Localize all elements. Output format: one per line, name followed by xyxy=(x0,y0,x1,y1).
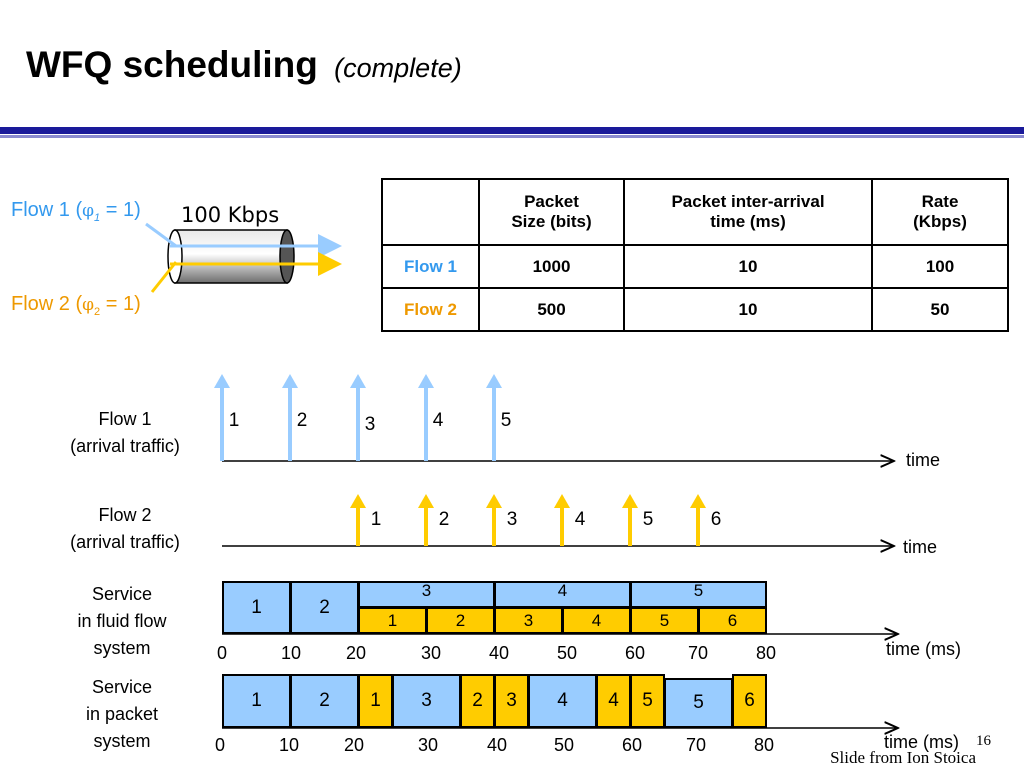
fluid-shared-block-flow1: 4 xyxy=(494,581,631,608)
fluid-service-label xyxy=(47,581,197,662)
fluid-tick-label: 0 xyxy=(216,643,227,663)
packet-block-flow1: 3 xyxy=(392,674,461,728)
fluid-shared-block-flow1: 3 xyxy=(358,581,495,608)
packet-tick-label: 70 xyxy=(685,735,707,755)
fluid-tick-label: 60 xyxy=(624,643,646,663)
flow1-arrival-arrow-head xyxy=(486,374,502,388)
flow2-packet-number: 3 xyxy=(506,509,518,530)
flow2-packet-number: 5 xyxy=(642,509,654,530)
label-line: Service xyxy=(91,677,153,697)
header-line: (Kbps) xyxy=(913,212,967,231)
phi-symbol: φ xyxy=(82,201,95,221)
flow1-arrival-arrow-head xyxy=(350,374,366,388)
packet-block-flow2: 4 xyxy=(596,674,631,728)
label-line: Flow 1 xyxy=(98,409,152,429)
table-header-empty xyxy=(382,179,479,245)
flow1-arrival-arrow-head xyxy=(418,374,434,388)
flow2-arrival-arrow-head xyxy=(690,494,706,508)
flow2-arrival-arrow-head xyxy=(622,494,638,508)
table-cell-size: 500 xyxy=(479,288,624,331)
fluid-tick-label: 50 xyxy=(556,643,578,663)
fluid-tick-label: 30 xyxy=(420,643,442,663)
fluid-shared-block-flow2: 2 xyxy=(426,607,495,634)
packet-tick-label: 30 xyxy=(417,735,439,755)
packet-axis-name: time (ms) xyxy=(884,732,959,752)
table-header-interarrival xyxy=(624,179,872,245)
flow2-weight-value: = 1) xyxy=(100,293,141,315)
flow2-packet-number: 1 xyxy=(370,509,382,530)
table-cell-size: 1000 xyxy=(479,245,624,288)
flow1-packet-number: 1 xyxy=(228,410,240,431)
phi-symbol: φ xyxy=(82,295,95,315)
table-cell-flow: Flow 2 xyxy=(382,288,479,331)
packet-block-flow2: 2 xyxy=(460,674,495,728)
packet-service-label xyxy=(47,674,197,755)
packet-tick-label: 50 xyxy=(553,735,575,755)
label-line: in fluid flow xyxy=(77,611,167,631)
flow2-packet-number: 4 xyxy=(574,509,586,530)
fluid-shared-block-flow2: 4 xyxy=(562,607,631,634)
header-line: Packet xyxy=(524,192,579,211)
phi-subscript-1: 1 xyxy=(94,212,101,224)
packet-tick-label: 10 xyxy=(278,735,300,755)
packet-block-flow1: 1 xyxy=(222,674,291,728)
page-number: 16 xyxy=(976,733,991,749)
fluid-tick-label: 70 xyxy=(687,643,709,663)
table-cell-rate: 100 xyxy=(872,245,1008,288)
fluid-tick-label: 20 xyxy=(345,643,367,663)
flow2-weight-prefix: Flow 2 ( xyxy=(11,293,83,315)
fluid-shared-block-flow1: 5 xyxy=(630,581,767,608)
header-line: Rate xyxy=(921,192,959,211)
table-cell-rate: 50 xyxy=(872,288,1008,331)
flow1-packet-number: 4 xyxy=(432,410,444,431)
flow2-arrival-arrow-head xyxy=(418,494,434,508)
slide-credit: Slide from Ion Stoica xyxy=(830,748,976,767)
packet-block-flow1: 5 xyxy=(664,678,733,728)
packet-block-flow1: 2 xyxy=(290,674,359,728)
packet-block-flow2: 3 xyxy=(494,674,529,728)
phi-subscript-2: 2 xyxy=(94,306,101,318)
flow1-arrival-label xyxy=(50,406,200,460)
flow-parameter-table xyxy=(381,178,1009,332)
flow1-packet-number: 3 xyxy=(364,414,376,435)
fluid-tick-label: 80 xyxy=(755,643,777,663)
flow2-arrival-arrow-head xyxy=(350,494,366,508)
flow2-axis-name: time xyxy=(903,537,938,557)
flow1-weight-value: = 1) xyxy=(100,199,141,221)
fluid-tick-label: 10 xyxy=(280,643,302,663)
flow2-arrival-arrow-head xyxy=(554,494,570,508)
label-line: in packet xyxy=(85,704,159,724)
table-cell-interarrival: 10 xyxy=(624,245,872,288)
label-line: Service xyxy=(91,584,153,604)
packet-tick-label: 0 xyxy=(214,735,225,755)
fluid-block-flow1: 1 xyxy=(222,581,291,634)
label-line: Flow 2 xyxy=(98,505,152,525)
packet-tick-label: 20 xyxy=(343,735,365,755)
table-cell-interarrival: 10 xyxy=(624,288,872,331)
packet-block-flow1: 4 xyxy=(528,674,597,728)
table-row xyxy=(382,288,1008,331)
label-line: system xyxy=(93,731,151,751)
flow1-weight-prefix: Flow 1 ( xyxy=(11,199,83,221)
flow1-packet-number: 5 xyxy=(500,410,512,431)
flow2-arrival-label xyxy=(50,502,200,556)
fluid-shared-block-flow2: 3 xyxy=(494,607,563,634)
fluid-shared-block-flow2: 5 xyxy=(630,607,699,634)
flow1-arrival-arrows xyxy=(214,374,502,461)
packet-block-flow2: 5 xyxy=(630,674,665,728)
flow2-arrival-arrow-head xyxy=(486,494,502,508)
table-cell-flow: Flow 1 xyxy=(382,245,479,288)
packet-block-flow2: 1 xyxy=(358,674,393,728)
flow1-packet-number: 2 xyxy=(296,410,308,431)
fluid-tick-label: 40 xyxy=(488,643,510,663)
label-line: system xyxy=(93,638,151,658)
link-rate-label: 100 Kbps xyxy=(181,203,280,227)
table-header-size xyxy=(479,179,624,245)
header-line: Size (bits) xyxy=(511,212,592,231)
fluid-block-flow1: 2 xyxy=(290,581,359,634)
table-header-rate xyxy=(872,179,1008,245)
flow1-axis-name: time xyxy=(906,450,941,470)
fluid-axis-name: time (ms) xyxy=(886,639,961,659)
table-row xyxy=(382,245,1008,288)
title-main: WFQ scheduling xyxy=(26,44,318,85)
link-pipe xyxy=(168,230,294,283)
header-line: Packet inter-arrival xyxy=(671,192,825,211)
flow2-packet-number: 2 xyxy=(438,509,450,530)
packet-block-flow2: 6 xyxy=(732,674,767,728)
fluid-shared-block-flow2: 6 xyxy=(698,607,767,634)
label-line: (arrival traffic) xyxy=(70,532,180,552)
label-line: (arrival traffic) xyxy=(70,436,180,456)
flow1-arrival-arrow-head xyxy=(282,374,298,388)
flow2-packet-number: 6 xyxy=(710,509,722,530)
packet-tick-label: 60 xyxy=(621,735,643,755)
header-line: time (ms) xyxy=(710,212,786,231)
flow1-arrival-arrow-head xyxy=(214,374,230,388)
table-header-row xyxy=(382,179,1008,245)
title-subtitle: (complete) xyxy=(334,53,462,83)
packet-tick-label: 40 xyxy=(486,735,508,755)
fluid-shared-block-flow2: 1 xyxy=(358,607,427,634)
packet-tick-label: 80 xyxy=(753,735,775,755)
